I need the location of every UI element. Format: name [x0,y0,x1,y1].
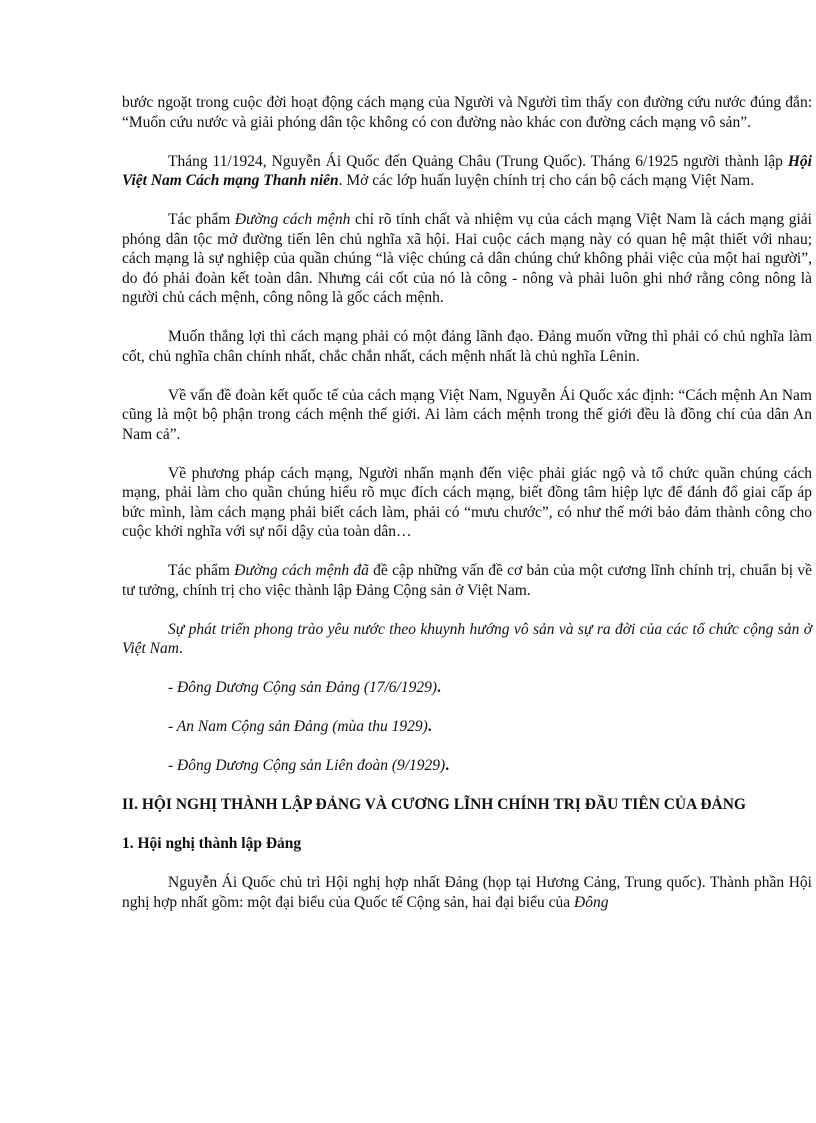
list-item [122,678,812,698]
paragraph-guangzhou [122,152,812,191]
list-item-text: - Đông Dương Cộng sản Liên đoàn (9/1929) [168,757,446,774]
text-run: chỉ rõ tính chất và nhiệm vụ của cách mạng Việt Nam là cách mạng giải phóng dân tộc mở đường tiến lên chủ nghĩa xã hội. Hai cuộc cách mạng này có quan hệ mật thiết với nhau; cách mạng là sự nghiệp của quần chúng “là việc chúng cả dân chúng chứ không phải việc của một hai người”, do đó phải đoàn kết toàn dân. Nhưng cái cốt của nó là công - nông và phải luôn ghi nhớ rằng công nông là người chủ cách mệnh, công nông là gốc cách mệnh. [122,211,812,306]
paragraph-international-solidarity: Về vấn đề đoàn kết quốc tế của cách mạng Việt Nam, Nguyễn Ái Quốc xác định: “Cách mệnh An Nam cũng là một bộ phận trong cách mệnh thế giới. Ai làm cách mệnh trong thế giới đều là đồng chí của dân An Nam cả”. [122,386,812,443]
paragraph-turning-point: bước ngoặt trong cuộc đời hoạt động cách mạng của Người và Người tìm thấy con đường cứu nước đúng đắn: “Muốn cứu nước và giải phóng dân tộc không có con đường nào khác con đường cách mạng vô sản”. [122,94,812,131]
list-item-punct: . [445,757,450,774]
list-item-punct: . [427,718,432,735]
list-item-text: - An Nam Cộng sản Đảng (mùa thu 1929) [168,718,428,735]
italic-subheading: Sự phát triển phong trào yêu nước theo khuynh hướng vô sản và sự ra đời của các tổ chức cộng sản ở Việt Nam [122,620,812,657]
subsection-heading: 1. Hội nghị thành lập Đảng [122,835,302,852]
paragraph-revolutionary-method: Về phương pháp cách mạng, Người nhấn mạnh đến việc phải giác ngộ và tổ chức quần chúng cách mạng, phải làm cho quần chúng hiểu rõ mục đích cách mạng, biết đồng tâm hiệp lực để đánh đổ giai cấp áp bức mình, làm cách mạng phải biết cách làm, phải có “mưu chước”, có như thế mới bảo đảm thành công cho cuộc khởi nghĩa với sự nổi dậy của toàn dân… [122,464,812,540]
paragraph-founding-conference [122,873,812,912]
book-title: Đường cách mệnh [234,211,351,228]
document-page [122,93,812,912]
text-run: đề cập những vấn đề cơ bản của một cương lĩnh chính trị, chuẩn bị về tư tưởng, chính trị cho việc thành lập Đảng Cộng sản ở Việt Nam. [122,562,812,599]
organization-name: Hội Việt Nam Cách mạng Thanh niên [122,152,812,189]
text-run: . [178,640,183,657]
paragraph-movement-development [122,620,812,659]
paragraph-duong-cach-menh [122,210,812,308]
text-run: . Mở các lớp huấn luyện chính trị cho cán bộ cách mạng Việt Nam. [338,172,755,189]
text-run: Nguyễn Ái Quốc chủ trì Hội nghị hợp nhất Đảng (họp tại Hương Cảng, Trung quốc). Thành phần Hội nghị hợp nhất gồm: một đại biểu của Quốc tế Cộng sản, hai đại biểu của [122,874,812,911]
paragraph-party-leadership: Muốn thắng lợi thì cách mạng phải có một đảng lãnh đạo. Đảng muốn vững thì phải có chủ nghĩa làm cốt, chủ nghĩa chân chính nhất, chắc chắn nhất, cách mệnh nhất là chủ nghĩa Lênin. [122,328,812,365]
text-run: Tháng 11/1924, Nguyễn Ái Quốc đến Quảng Châu (Trung Quốc). Tháng 6/1925 người thành lập [168,152,788,170]
book-title: Đường cách mệnh đã [234,562,369,579]
section-heading: II. HỘI NGHỊ THÀNH LẬP ĐẢNG VÀ CƯƠNG LĨNH CHÍNH TRỊ ĐẦU TIÊN CỦA ĐẢNG [122,796,746,813]
list-item [122,756,812,776]
list-item [122,717,812,737]
paragraph-book-significance [122,561,812,600]
list-item-text: - Đông Dương Cộng sản Đảng (17/6/1929) [168,679,438,696]
text-run-italic: Đông [574,893,609,911]
list-item-punct: . [437,679,441,696]
text-run: Tác phẩm [168,562,235,579]
text-run: Tác phẩm [168,211,235,228]
